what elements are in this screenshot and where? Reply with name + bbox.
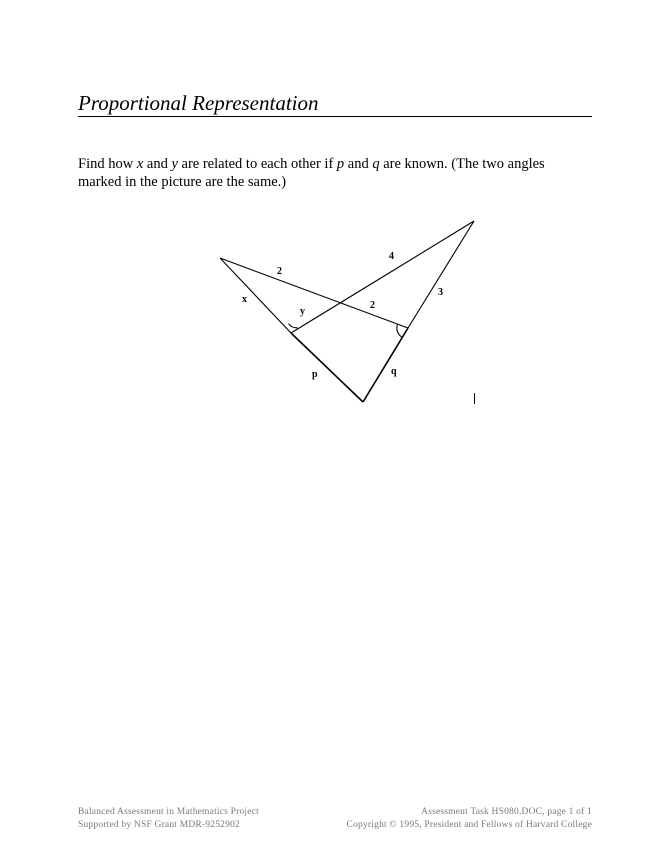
footer-right <box>347 806 592 832</box>
segment-right-3 <box>408 221 474 328</box>
footer-grant: Supported by NSF Grant MDR-9252902 <box>78 820 240 830</box>
problem-text-1: Find how <box>78 156 137 172</box>
variable-y: y <box>171 156 178 172</box>
variable-p: p <box>336 156 345 172</box>
problem-text-2: and <box>143 156 172 172</box>
variable-x: x <box>136 156 144 172</box>
label-seg-2-upper: 2 <box>277 266 282 277</box>
label-q: q <box>391 366 397 377</box>
angle-arc-left <box>289 324 298 328</box>
label-seg-3: 3 <box>438 287 443 298</box>
label-seg-4: 4 <box>389 251 394 262</box>
footer-copyright: Copyright © 1995, President and Fellows of Harvard College <box>346 820 592 830</box>
problem-text-4: and <box>344 156 373 172</box>
variable-q: q <box>372 156 380 172</box>
footer-task-info: Assessment Task HS080.DOC, page 1 of 1 <box>421 807 592 817</box>
segment-diagonal-2 <box>220 258 408 328</box>
footer-left <box>78 806 259 832</box>
text-cursor <box>474 393 475 404</box>
label-p: p <box>312 369 318 380</box>
problem-text-3: are related to each other if <box>177 156 337 172</box>
problem-text-5: are known. (The two angles marked in the picture are the same.) <box>78 156 545 190</box>
label-x: x <box>242 294 247 305</box>
segment-q <box>363 328 408 402</box>
segment-p <box>291 333 363 402</box>
footer-project: Balanced Assessment in Mathematics Project <box>78 807 259 817</box>
label-seg-2-lower: 2 <box>370 300 375 311</box>
label-y: y <box>300 306 305 317</box>
segment-diagonal-4 <box>291 221 474 333</box>
document-title: Proportional Representation <box>78 90 592 117</box>
